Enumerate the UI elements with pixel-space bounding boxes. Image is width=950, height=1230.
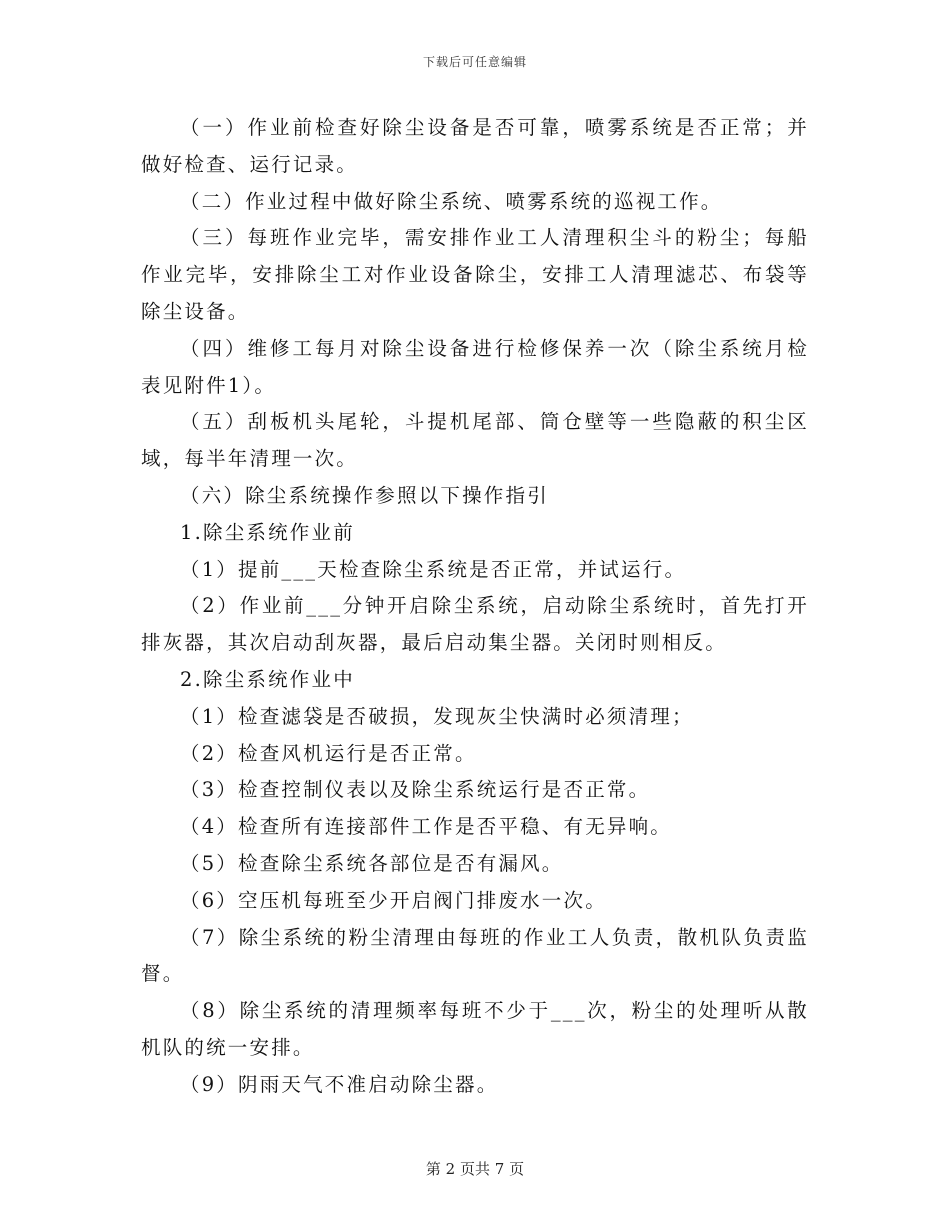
paragraph-14: （6）空压机每班至少开启阀门排废水一次。 [180, 888, 607, 912]
paragraph-8: （2）作业前___分钟开启除尘系统，启动除尘系统时，首先打开排灰器，其次启动刮灰器，最后启动集尘器。关闭时则相反。 [141, 594, 809, 655]
paragraph-7: （1）提前___天检查除尘系统是否正常，并试运行。 [180, 557, 687, 581]
paragraph-13: （5）检查除尘系统各部位是否有漏风。 [180, 851, 564, 875]
section-heading-1: 1.除尘系统作业前 [180, 520, 355, 544]
paragraph-4: （四）维修工每月对除尘设备进行检修保养一次（除尘系统月检表见附件1）。 [141, 336, 809, 397]
paragraph-15: （7）除尘系统的粉尘清理由每班的作业工人负责，散机队负责监督。 [141, 925, 809, 986]
paragraph-11: （3）检查控制仪表以及除尘系统运行是否正常。 [180, 778, 651, 802]
document-body [141, 110, 809, 1104]
paragraph-9: （1）检查滤袋是否破损，发现灰尘快满时必须清理； [180, 704, 694, 728]
paragraph-2: （二）作业过程中做好除尘系统、喷雾系统的巡视工作。 [180, 189, 723, 213]
paragraph-12: （4）检查所有连接部件工作是否平稳、有无异响。 [180, 815, 673, 839]
paragraph-10: （2）检查风机运行是否正常。 [180, 741, 477, 765]
section-heading-2: 2.除尘系统作业中 [180, 667, 355, 691]
paragraph-6: （六）除尘系统操作参照以下操作指引 [180, 483, 549, 507]
page-header: 下载后可任意编辑 [422, 55, 527, 69]
paragraph-3: （三）每班作业完毕，需安排作业工人清理积尘斗的粉尘；每船作业完毕，安排除尘工对作业设备除尘，安排工人清理滤芯、布袋等除尘设备。 [141, 226, 809, 323]
page-footer: 第 2 页共 7 页 [425, 1160, 525, 1178]
paragraph-17: （9）阴雨天气不准启动除尘器。 [180, 1072, 499, 1096]
paragraph-5: （五）刮板机头尾轮，斗提机尾部、筒仓壁等一些隐蔽的积尘区域，每半年清理一次。 [141, 410, 809, 471]
paragraph-1: （一）作业前检查好除尘设备是否可靠，喷雾系统是否正常；并做好检查、运行记录。 [141, 116, 809, 176]
paragraph-16: （8）除尘系统的清理频率每班不少于___次，粉尘的处理听从散机队的统一安排。 [141, 999, 809, 1059]
